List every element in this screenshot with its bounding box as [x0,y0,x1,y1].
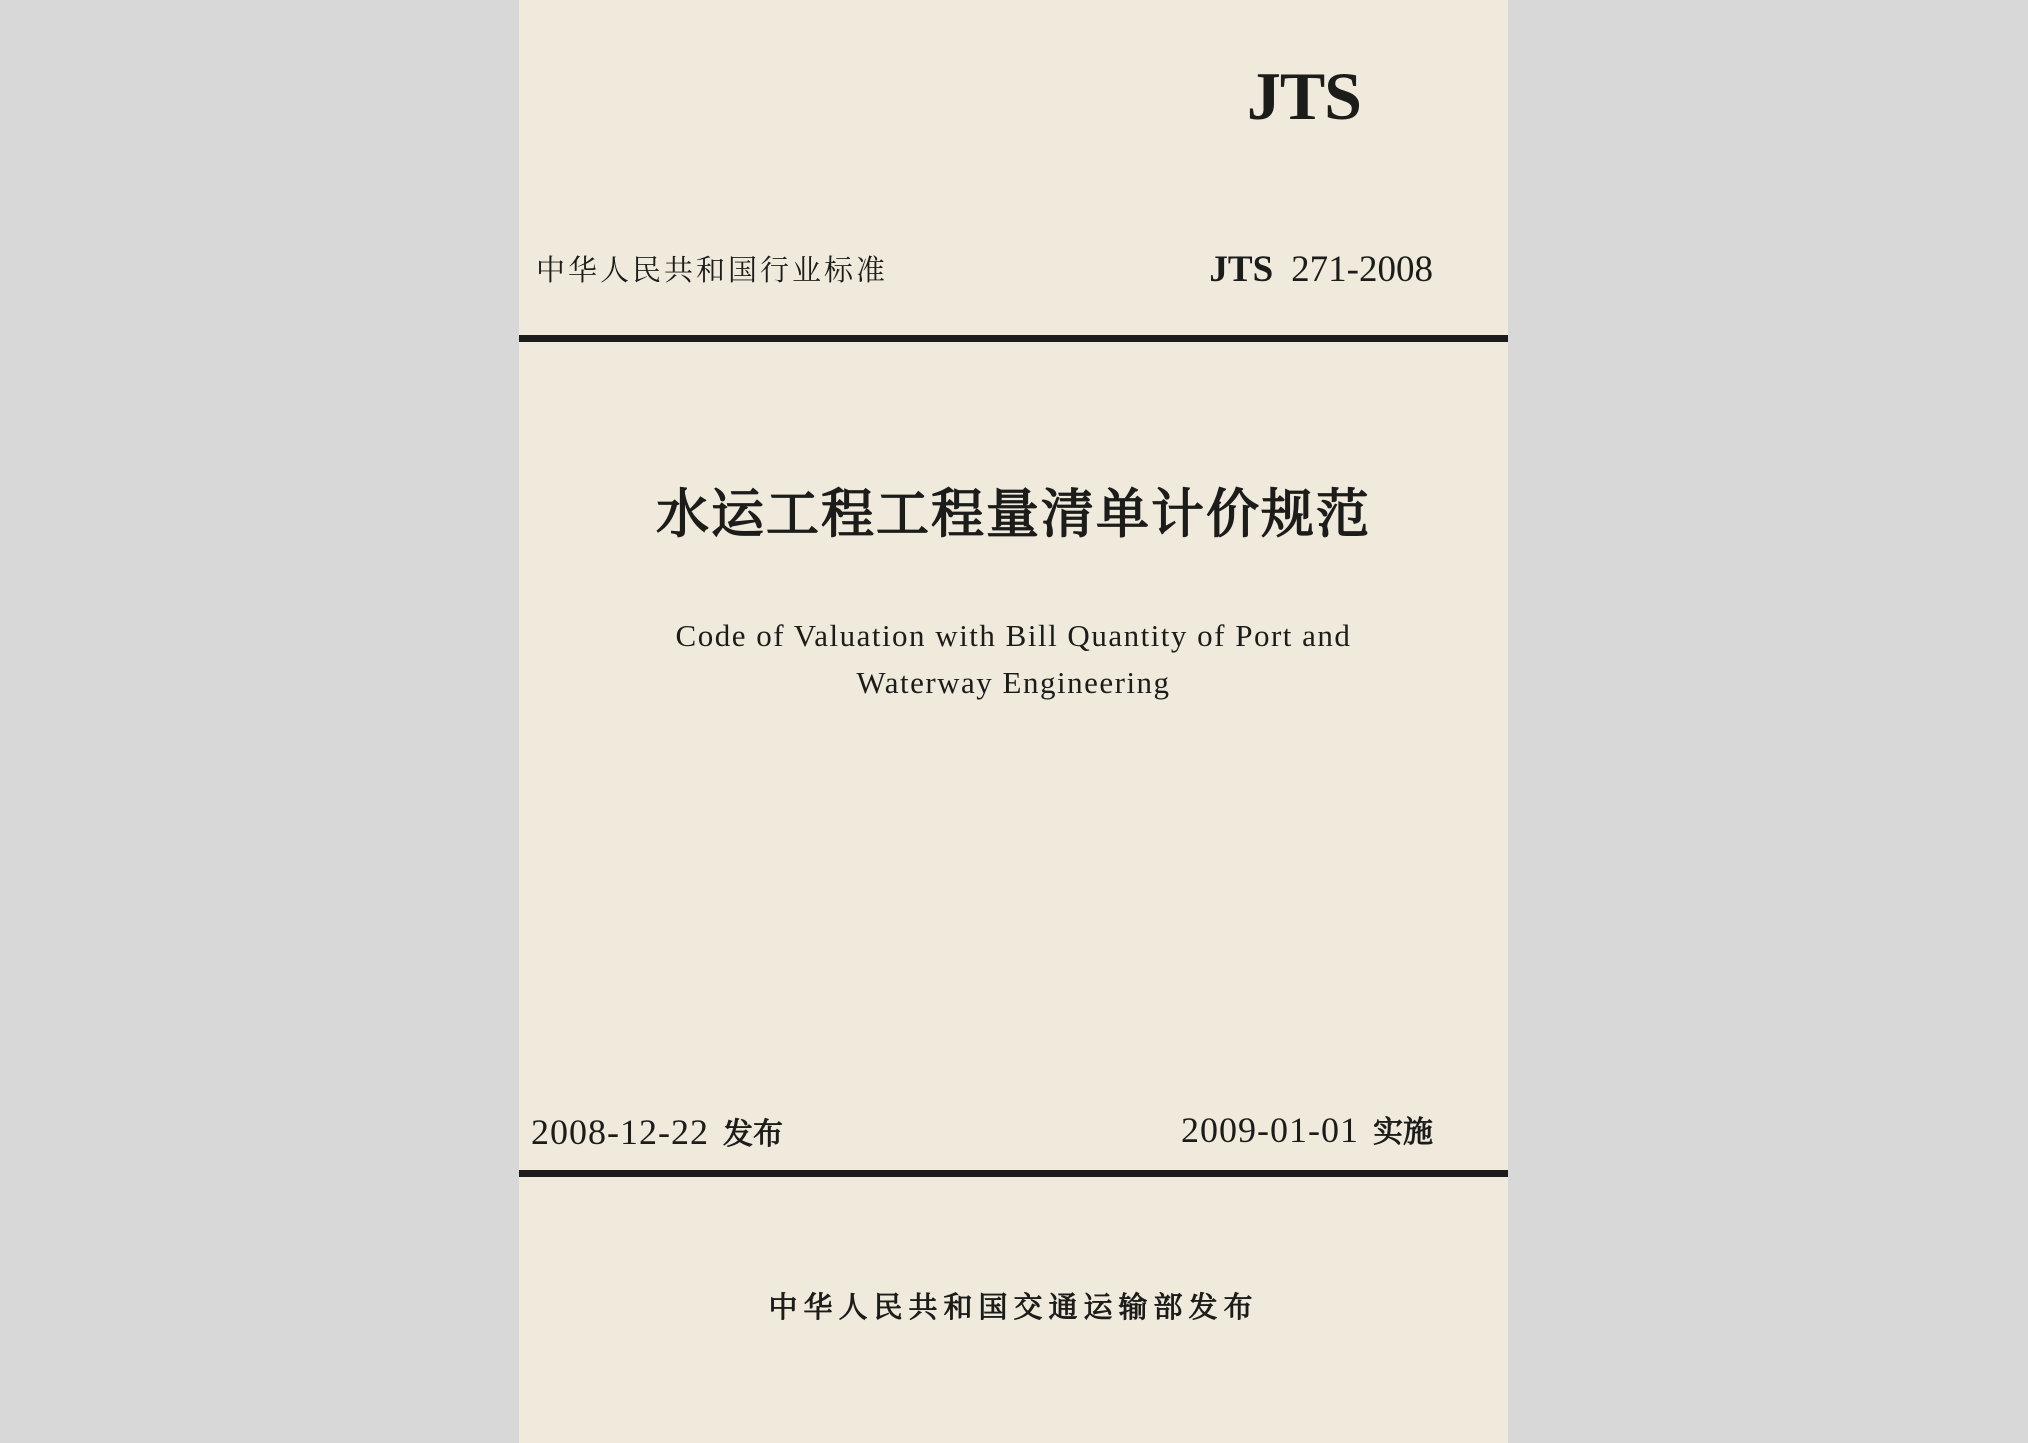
effective-date-line [1181,1112,1433,1149]
title-english-line-2: Waterway Engineering [856,665,1171,700]
standard-code: 271-2008 [1291,249,1433,290]
title-english [519,612,1508,706]
jts-logo: JTS [1246,58,1361,134]
standard-category: 中华人民共和国行业标准 [536,253,889,287]
title-english-line-1: Code of Valuation with Bill Quantity of Port and [675,618,1352,653]
issue-date: 2008-12-22 [531,1112,709,1152]
issue-date-line [531,1114,783,1151]
document-cover [519,0,1508,1443]
publisher: 中华人民共和国交通运输部发布 [768,1290,1259,1324]
effective-label: 实施 [1373,1115,1433,1150]
effective-date: 2009-01-01 [1181,1110,1359,1150]
issue-label: 发布 [722,1117,783,1152]
standard-prefix: JTS [1209,249,1274,290]
top-divider [519,335,1508,342]
title-chinese: 水运工程工程量清单计价规范 [656,484,1371,545]
bottom-divider [519,1170,1508,1177]
standard-number [1209,251,1433,288]
